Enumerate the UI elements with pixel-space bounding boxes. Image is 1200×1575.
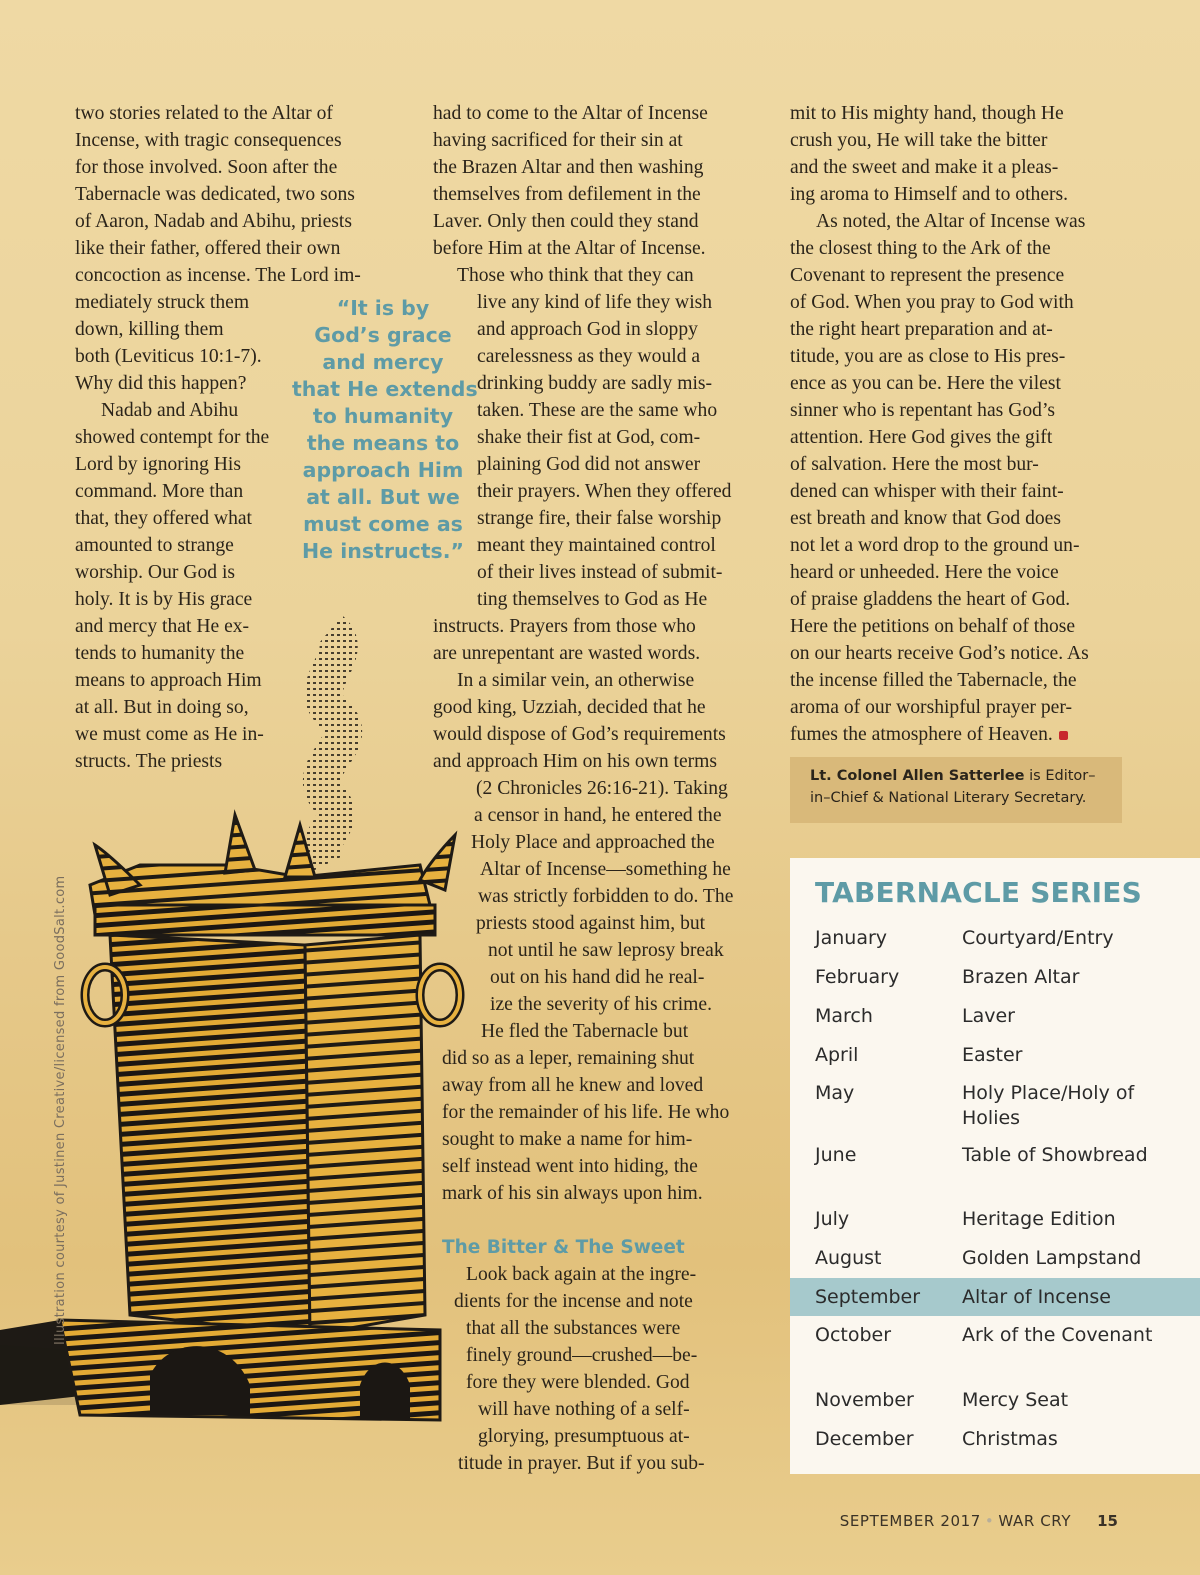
series-row (790, 1004, 1200, 1029)
text-line: Lord by ignoring His (75, 454, 241, 475)
series-row (790, 1323, 1200, 1373)
text-line: Tabernacle was dedicated, two sons (75, 184, 355, 205)
text-line: glorying, presumptuous at- (478, 1426, 690, 1447)
text-line: we must come as He in- (75, 724, 264, 745)
text-line: titude in prayer. But if you sub- (458, 1453, 705, 1474)
text-line: mediately struck them (75, 292, 250, 313)
bio-line-1 (810, 765, 1102, 787)
series-topic: Ark of the Covenant (962, 1324, 1153, 1346)
text-line: had to come to the Altar of Incense (433, 103, 708, 124)
text-line: meant they maintained control (477, 535, 716, 556)
text-line: self instead went into hiding, the (442, 1156, 698, 1177)
series-row-current (790, 1278, 1200, 1316)
pull-quote-line: and mercy (322, 350, 444, 374)
text-line: of their lives instead of submit- (477, 562, 723, 583)
series-row (790, 1246, 1200, 1271)
text-line: themselves from defilement in the (433, 184, 701, 205)
text-line: Incense, with tragic consequences (75, 130, 342, 151)
series-row (790, 1081, 1200, 1131)
text-line: sinner who is repentant has God’s (790, 400, 1056, 421)
series-month: October (815, 1324, 892, 1346)
text-line: the closest thing to the Ark of the (790, 238, 1051, 259)
series-title: TABERNACLE SERIES (815, 876, 1142, 909)
series-month: September (815, 1286, 921, 1308)
spacer (433, 1207, 773, 1234)
series-month: May (815, 1082, 855, 1104)
text-line: shake their fist at God, com- (477, 427, 701, 448)
text-line: Why did this happen? (75, 373, 247, 394)
text-line: tends to humanity the (75, 643, 245, 664)
series-topic: Laver (962, 1005, 1015, 1027)
text-line: dened can whisper with their faint- (790, 481, 1064, 502)
series-topic: Brazen Altar (962, 966, 1080, 988)
series-topic: Table of Showbread (962, 1144, 1148, 1166)
text-line: before Him at the Altar of Incense. (433, 238, 706, 259)
section-subhead: The Bitter & The Sweet (442, 1237, 685, 1258)
series-row (790, 1043, 1200, 1068)
text-line: was strictly forbidden to do. The (478, 886, 734, 907)
text-line: on our hearts receive God’s notice. As (790, 643, 1089, 664)
pull-quote-line: the means to (306, 431, 460, 455)
text-line: crush you, He will take the bitter (790, 130, 1048, 151)
series-month: December (815, 1428, 914, 1450)
text-line: Those who think that they can (457, 265, 694, 286)
text-line: command. More than (75, 481, 244, 502)
text-line: and mercy that He ex- (75, 616, 250, 637)
text-line: of Aaron, Nadab and Abihu, priests (75, 211, 352, 232)
pull-quote-line: approach Him (302, 458, 464, 482)
page-footer (840, 1512, 1118, 1530)
text-line: (2 Chronicles 26:16-21). Taking (476, 778, 728, 799)
series-month: April (815, 1044, 859, 1066)
text-line: dients for the incense and note (454, 1291, 693, 1312)
text-line: like their father, offered their own (75, 238, 341, 259)
text-line: and the sweet and make it a pleas- (790, 157, 1059, 178)
text-line: showed contempt for the (75, 427, 270, 448)
text-line: ing aroma to Himself and to others. (790, 184, 1069, 205)
series-month: January (815, 927, 888, 949)
pull-quote-line: “It is by (336, 296, 430, 320)
pull-quote-line: He instructs.” (302, 539, 464, 563)
pull-quote-line: God’s grace (314, 323, 452, 347)
text-line: for those involved. Soon after the (75, 157, 338, 178)
text-line: mit to His mighty hand, though He (790, 103, 1064, 124)
text-line: that, they offered what (75, 508, 253, 529)
text-line: Laver. Only then could they stand (433, 211, 699, 232)
separator-dot-icon: • (984, 1512, 995, 1530)
text-line: Look back again at the ingre- (466, 1264, 697, 1285)
text-line: In a similar vein, an otherwise (457, 670, 695, 691)
text-line: ence as you can be. Here the vilest (790, 373, 1061, 394)
series-topic: Heritage Edition (962, 1208, 1116, 1230)
text-line: As noted, the Altar of Incense was (816, 211, 1086, 232)
series-topic: Altar of Incense (962, 1286, 1111, 1308)
text-line: ize the severity of his crime. (490, 994, 712, 1015)
text-line: concoction as incense. The Lord im- (75, 265, 361, 286)
text-line: did so as a leper, remaining shut (442, 1048, 695, 1069)
series-row (790, 1388, 1200, 1413)
text-line: carelessness as they would a (477, 346, 701, 367)
text-line: worship. Our God is (75, 562, 236, 583)
text-line: fore they were blended. God (466, 1372, 690, 1393)
series-topic: Easter (962, 1044, 1023, 1066)
text-line: heard or unheeded. Here the voice (790, 562, 1059, 583)
text-line: that all the substances were (466, 1318, 681, 1339)
text-line: two stories related to the Altar of (75, 103, 333, 124)
text-line: a censor in hand, he entered the (474, 805, 722, 826)
bio-line-2: in–Chief & National Literary Secretary. (810, 790, 1087, 806)
text-line: not let a word drop to the ground un- (790, 535, 1080, 556)
text-line: instructs. Prayers from those who (433, 616, 696, 637)
footer-magazine: WAR CRY (998, 1512, 1072, 1530)
series-row (790, 1143, 1200, 1193)
text-line: taken. These are the same who (477, 400, 718, 421)
text-line-last: fumes the atmosphere of Heaven. (790, 724, 1053, 745)
text-line: Here the petitions on behalf of those (790, 616, 1076, 637)
article-column-3 (790, 100, 1130, 748)
text-line: both (Leviticus 10:1-7). (75, 346, 262, 367)
series-month: June (815, 1144, 857, 1166)
text-line: and approach Him on his own terms (433, 751, 718, 772)
text-line: amounted to strange (75, 535, 234, 556)
pull-quote-line: at all. But we (306, 485, 460, 509)
text-line: would dispose of God’s requirements (433, 724, 726, 745)
series-row (790, 926, 1200, 951)
series-month: February (815, 966, 900, 988)
footer-issue: SEPTEMBER 2017 (839, 1512, 981, 1530)
series-topic: Christmas (962, 1428, 1058, 1450)
text-line: of salvation. Here the most bur- (790, 454, 1039, 475)
series-topic: Holy Place/Holy of Holies (962, 1082, 1135, 1129)
text-line: live any kind of life they wish (477, 292, 713, 313)
text-line (790, 721, 1130, 748)
series-row (790, 1207, 1200, 1232)
author-bio (790, 757, 1122, 823)
series-month: March (815, 1005, 873, 1027)
text-line: the Brazen Altar and then washing (433, 157, 704, 178)
text-line: Covenant to represent the presence (790, 265, 1065, 286)
series-topic: Courtyard/Entry (962, 927, 1114, 949)
text-line: are unrepentant are wasted words. (433, 643, 701, 664)
end-mark-icon (1059, 731, 1068, 740)
series-topic: Golden Lampstand (962, 1247, 1142, 1269)
text-line: good king, Uzziah, decided that he (433, 697, 706, 718)
text-line: Altar of Incense—something he (480, 859, 731, 880)
text-line: at all. But in doing so, (75, 697, 249, 718)
text-line: having sacrificed for their sin at (433, 130, 683, 151)
pull-quote-line: must come as (303, 512, 463, 536)
text-line: titude, you are as close to His pres- (790, 346, 1066, 367)
text-line: He fled the Tabernacle but (481, 1021, 689, 1042)
text-line: the right heart preparation and at- (790, 319, 1053, 340)
text-line: ting themselves to God as He (477, 589, 708, 610)
text-line: priests stood against him, but (476, 913, 706, 934)
pull-quote-line: that He extends (292, 377, 478, 401)
series-row (790, 1427, 1200, 1452)
series-month: November (815, 1389, 914, 1411)
text-line: their prayers. When they offered (477, 481, 732, 502)
text-line: attention. Here God gives the gift (790, 427, 1053, 448)
author-name: Lt. Colonel Allen Satterlee (810, 768, 1025, 784)
text-line: down, killing them (75, 319, 224, 340)
text-line: will have nothing of a self- (478, 1399, 690, 1420)
series-month: July (815, 1208, 850, 1230)
text-line: holy. It is by His grace (75, 589, 253, 610)
text-line: structs. The priests (75, 751, 223, 772)
illustration-credit: Illustration courtesy of Justinen Creative/licensed from GoodSalt.com (53, 875, 68, 1345)
tabernacle-series-box (790, 858, 1200, 1474)
text-line: est breath and know that God does (790, 508, 1061, 529)
text-line: of praise gladdens the heart of God. (790, 589, 1071, 610)
series-month: August (815, 1247, 882, 1269)
text-line: Holy Place and approached the (471, 832, 715, 853)
series-row (790, 965, 1200, 990)
series-topic: Mercy Seat (962, 1389, 1069, 1411)
text-line: drinking buddy are sadly mis- (477, 373, 713, 394)
text-line: out on his hand did he real- (490, 967, 705, 988)
pull-quote-line: to humanity (312, 404, 454, 428)
text-line: finely ground—crushed—be- (466, 1345, 698, 1366)
article-column-2 (433, 100, 773, 1477)
text-line: away from all he knew and loved (442, 1075, 704, 1096)
text-line: of God. When you pray to God with (790, 292, 1074, 313)
text-line: plaining God did not answer (477, 454, 701, 475)
text-line: mark of his sin always upon him. (442, 1183, 703, 1204)
text-line: not until he saw leprosy break (488, 940, 724, 961)
text-line: Nadab and Abihu (101, 400, 239, 421)
text-line: strange fire, their false worship (477, 508, 722, 529)
bio-role: is Editor– (1024, 768, 1096, 784)
text-line: aroma of our worshipful prayer per- (790, 697, 1072, 718)
text-line: and approach God in sloppy (477, 319, 698, 340)
text-line: the incense filled the Tabernacle, the (790, 670, 1077, 691)
text-line: sought to make a name for him- (442, 1129, 693, 1150)
text-line: for the remainder of his life. He who (442, 1102, 730, 1123)
text-line: means to approach Him (75, 670, 262, 691)
page-number: 15 (1097, 1512, 1118, 1530)
